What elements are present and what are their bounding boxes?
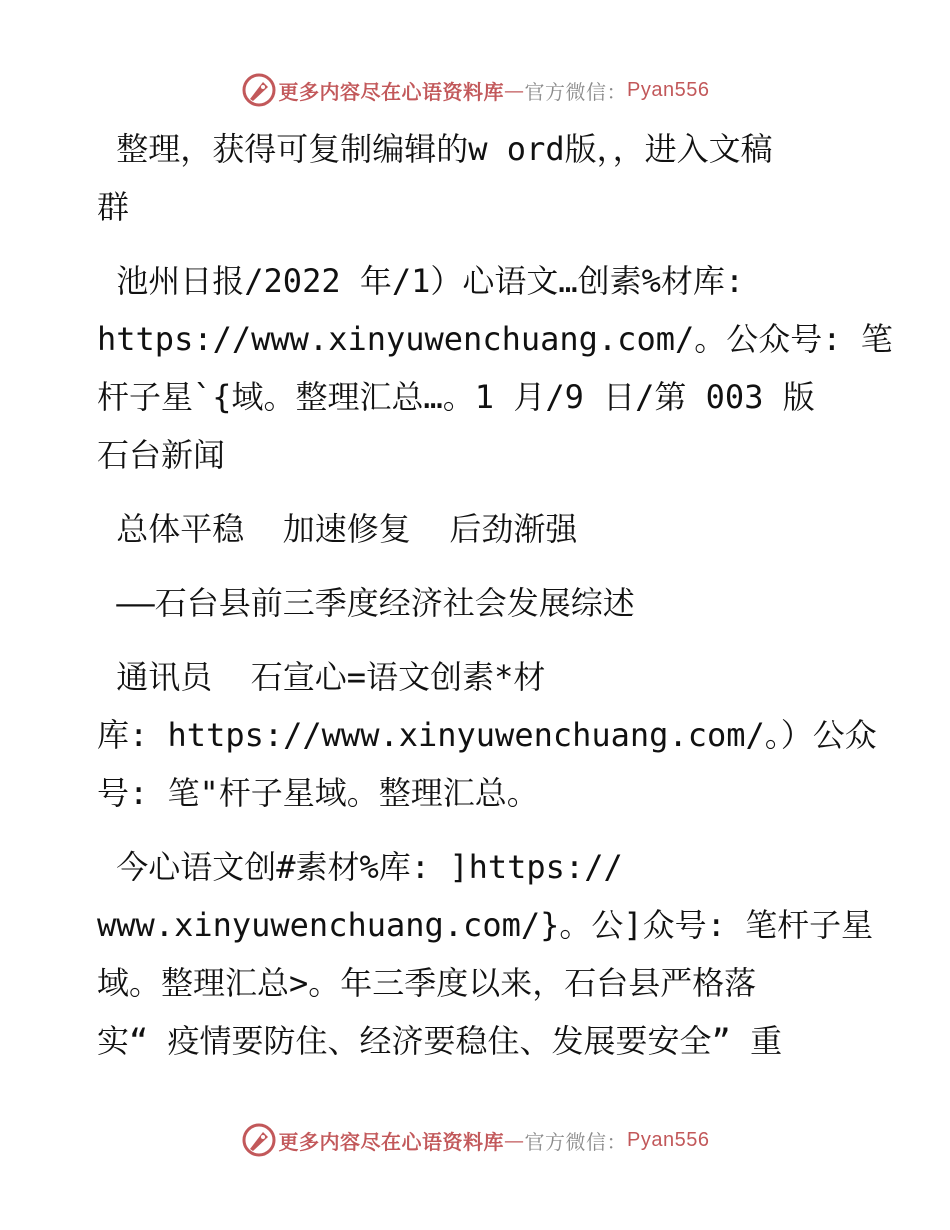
- text-line: 杆子星`{域。整理汇总…。1 月/9 日/第 003 版: [97, 378, 815, 416]
- banner-wechat-id: Pyan556: [627, 1128, 710, 1151]
- banner-brand-text: 更多内容尽在心语资料库: [278, 79, 505, 104]
- text-line: www.xinyuwenchuang.com/}。公]众号: 笔杆子星: [97, 906, 874, 944]
- text-line: 群: [97, 188, 130, 226]
- text-line: 池州日报/2022 年/1）心语文…创素%材库:: [97, 262, 745, 300]
- paragraph: [97, 838, 874, 1070]
- banner-wechat-label: 官方微信：: [524, 1129, 628, 1154]
- document-body: [97, 120, 893, 1086]
- paragraph: [97, 252, 893, 484]
- text-line: 整理，获得可复制编辑的w ord版，，进入文稿: [97, 130, 773, 168]
- banner-separator: —: [504, 78, 525, 102]
- banner-brand-text: 更多内容尽在心语资料库: [278, 1129, 505, 1154]
- paragraph: [97, 648, 877, 822]
- header-banner: [0, 70, 950, 110]
- text-line: https://www.xinyuwenchuang.com/。公众号: 笔: [97, 320, 893, 358]
- text-line: 域。整理汇总>。年三季度以来，石台县严格落: [97, 964, 757, 1002]
- paragraph: [97, 574, 857, 632]
- banner-wechat-label: 官方微信：: [524, 79, 628, 104]
- text-line: 号: 笔"杆子星域。整理汇总。: [97, 774, 539, 812]
- text-line: 总体平稳 加速修复 后劲渐强: [97, 510, 578, 548]
- text-line: 通讯员 石宣心=语文创素*材: [97, 658, 546, 696]
- pen-nib-logo-icon: [241, 72, 277, 108]
- footer-banner: [0, 1120, 950, 1160]
- paragraph: [97, 120, 857, 236]
- text-line: 石台新闻: [97, 436, 226, 474]
- pen-nib-logo-icon: [241, 1122, 277, 1158]
- text-line: 实“ 疫情要防住、经济要稳住、发展要安全” 重: [97, 1022, 783, 1060]
- text-line: ——石台县前三季度经济社会发展综述: [97, 584, 635, 622]
- paragraph: [97, 500, 857, 558]
- text-line: 库: https://www.xinyuwenchuang.com/。）公众: [97, 716, 877, 754]
- text-line: 今心语文创#素材%库: ]https://: [97, 848, 623, 886]
- banner-separator: —: [504, 1128, 525, 1152]
- banner-wechat-id: Pyan556: [627, 78, 710, 101]
